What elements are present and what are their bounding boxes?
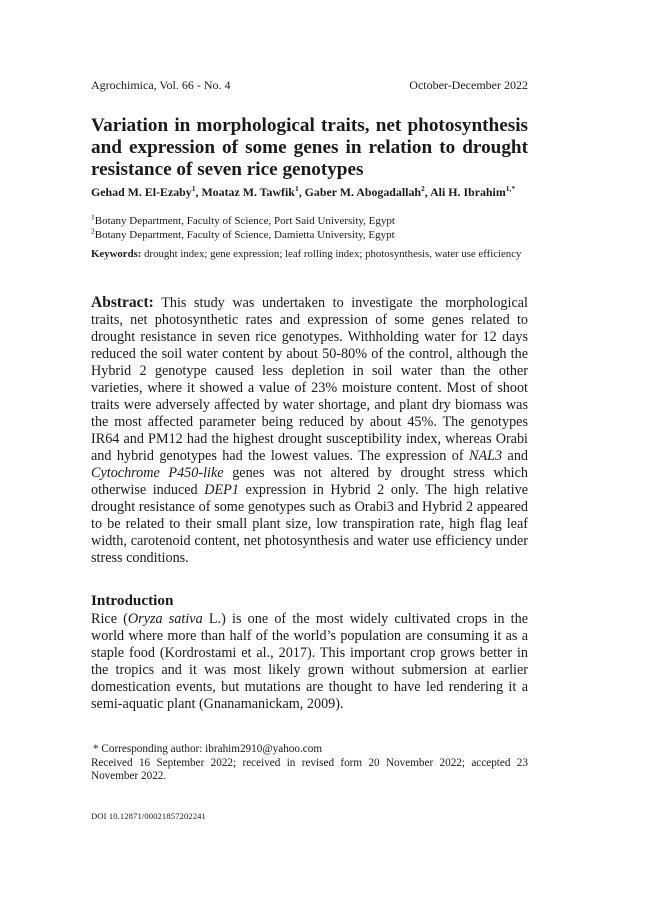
affiliation-2 [91,226,528,241]
author-list [91,186,528,200]
running-head [91,78,528,92]
journal-info: Agrochimica, Vol. 66 - No. 4 [91,78,231,92]
article-history: Received 16 September 2022; received in revised form 20 November 2022; accepted 23 November 2022. [91,756,528,782]
gene-name: Cytochrome P450-like [91,465,224,481]
gene-name: DEP1 [204,482,239,498]
issue-date: October-December 2022 [409,78,528,92]
author-affiliation-marker: 1 [294,184,299,194]
doi: DOI 10.12871/00021857202241 [91,811,206,821]
keywords-label: Keywords: [91,248,142,260]
affiliation-text: Botany Department, Faculty of Science, Port Said University, Egypt [94,215,395,227]
corresponding-author: * Corresponding author: ibrahim2910@yahoo.com [93,743,323,755]
author-separator: , [298,185,305,199]
footnote [91,743,528,784]
affiliation-marker: 2 [91,226,95,236]
abstract-text: This study was undertaken to investigate the morphological traits, net photosynthetic rates and expression of some genes related to drought resistance in seven rice genotypes. Withholding water for 12 days reduced the soil water content by about 50-80% of the control, although the Hybrid 2 genotype caused less depletion in soil water than the other varieties, where it showed a value of 23% moisture content. Most of shoot traits were adversely affected by water shortage, and plant dry biomass was the most affected parameter being reduced by about 45%. The genotypes IR64 and PM12 had the highest drought susceptibility index, whereas Orabi and hybrid genotypes had the lowest values. The expression of [91,295,528,464]
affiliation-marker: 1 [91,212,95,222]
author-affiliation-marker: 1,* [505,184,516,194]
abstract [91,294,528,567]
affiliation-text: Botany Department, Faculty of Science, Damietta University, Egypt [94,229,395,241]
keywords [91,248,528,261]
abstract-text: expression in Hybrid 2 only. The high relative drought resistance of some genotypes such as Orabi3 and Hybrid 2 appeared to be related to their small plant size, low transpiration rate, high flag leaf width, carotenoid content, net photosynthesis and water use efficiency under stress conditions. [91,482,529,566]
affiliation-1 [91,212,528,227]
section-heading-introduction: Introduction [91,592,174,609]
abstract-text: and [507,448,529,464]
author-name: Gaber M. Abogadallah [304,185,422,199]
author-name: Gehad M. El-Ezaby [91,185,192,199]
intro-text: Rice ( [91,611,128,627]
author-separator: , [195,185,202,199]
author-affiliation-marker: 2 [421,184,425,194]
author-name: Ali H. Ibrahim [430,185,506,199]
paper-title: Variation in morphological traits, net photosynthesis and expression of some genes in relation to drought resistance of seven rice genotypes [91,115,528,180]
intro-text: L.) is one of the most widely cultivated crops in the world where more than half of the world’s population are consuming it as a staple food (Kordrostami et al., 2017). This important crop grows better in the tropics and it was most likely grown without submersion at earlier domestication events, but mutations are thought to have led rendering it a semi-aquatic plant (Gnanamanickam, 2009). [91,611,529,712]
introduction-paragraph [91,611,528,713]
keywords-text: drought index; gene expression; leaf rolling index; photosynthesis, water use efficiency [144,248,522,260]
abstract-text: genes was not altered by drought stress which otherwise induced [91,465,529,498]
author-name: Moataz M. Tawfik [201,185,295,199]
abstract-label: Abstract: [91,294,154,311]
author-affiliation-marker: 1 [191,184,196,194]
gene-name: NAL3 [468,448,503,464]
author-separator: , [424,185,431,199]
species-name: Oryza sativa [127,611,203,627]
